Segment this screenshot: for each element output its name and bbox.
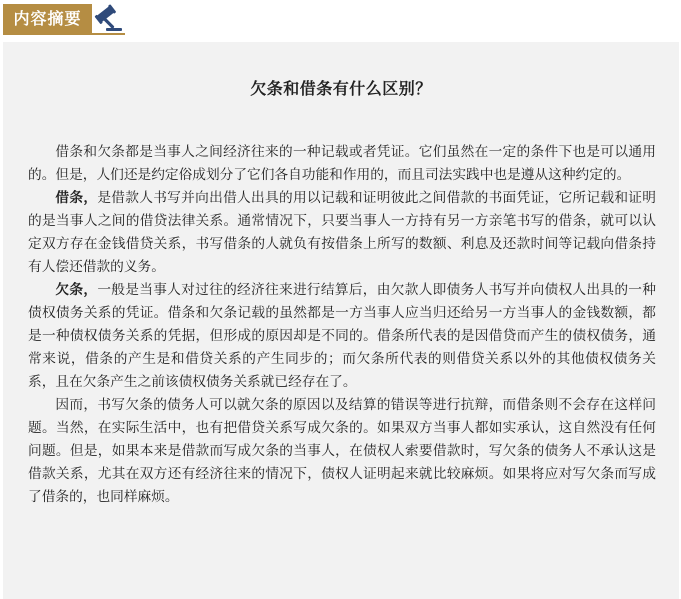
article-body [28,141,656,509]
paragraph-qiantiao [28,279,656,394]
paragraph-lead: 借条， [55,190,98,206]
gavel-icon [94,4,124,32]
paragraph-jietiao [28,187,656,279]
section-tag: 内容摘要 [3,4,92,33]
paragraph-text: 因而，书写欠条的债务人可以就欠条的原因以及结算的错误等进行抗辩，而借条则不会存在这样问题。当然，在实际生活中，也有把借贷关系写成欠条的。如果双方当事人都如实承认，这自然没有任何问题。但是，如果本来是借款而写成欠条的当事人，在债权人索要借款时，写欠条的债务人不承认这是借款关系，尤其在双方还有经济往来的情况下，债权人证明起来就比较麻烦。如果将应对写欠条而写成了借条的，也同样麻烦。 [28,397,656,505]
content-panel [3,42,679,599]
paragraph-lead: 欠条， [55,282,98,298]
paragraph-text: 是借款人书写并向出借人出具的用以记载和证明彼此之间借款的书面凭证，它所记载和证明的是当事人之间的借贷法律关系。通常情况下，只要当事人一方持有另一方亲笔书写的借条，就可以认定双方存在金钱借贷关系，书写借条的人就负有按借条上所写的数额、利息及还款时间等记载向借条持有人偿还借款的义务。 [28,190,656,275]
header-underline [3,33,125,35]
paragraph-text: 一般是当事人对过往的经济往来进行结算后，由欠款人即债务人书写并向债权人出具的一种债权债务关系的凭证。借条和欠条记载的虽然都是一方当事人应当归还给另一方当事人的金钱数额，都是一种债权债务关系的凭据，但形成的原因却是不同的。借条所代表的是因借贷而产生的债权债务，通常来说，借条的产生是和借贷关系的产生同步的；而欠条所代表的则借贷关系以外的其他债权债务关系，且在欠条产生之前该债权债务关系就已经存在了。 [28,282,656,390]
paragraph-intro [28,141,656,187]
article-title: 欠条和借条有什么区别？ [250,79,432,98]
paragraph-text: 借条和欠条都是当事人之间经济往来的一种记载或者凭证。它们虽然在一定的条件下也是可以通用的。但是，人们还是约定俗成划分了它们各自功能和作用的，而且司法实践中也是遵从这种约定的。 [28,144,656,183]
section-header [0,0,681,40]
paragraph-conclusion [28,394,656,509]
